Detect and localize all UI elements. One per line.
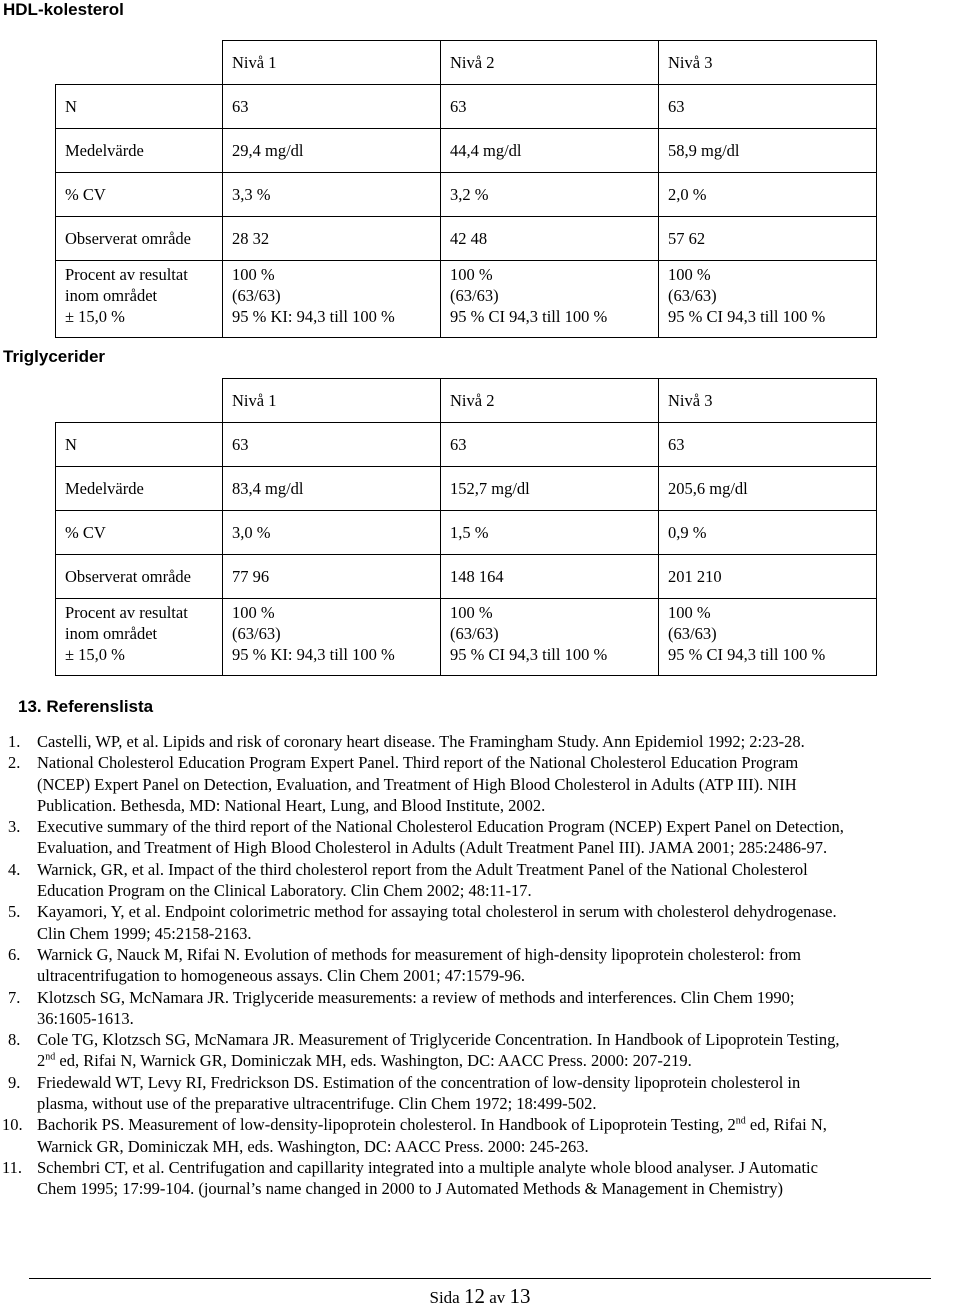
table-cell bbox=[223, 85, 441, 129]
edition-suffix: nd bbox=[735, 1115, 746, 1127]
table-cell bbox=[223, 129, 441, 173]
table-cell bbox=[441, 511, 659, 555]
reference-text: ed, Rifai N, bbox=[745, 1115, 827, 1135]
reference-item bbox=[0, 1029, 950, 1072]
reference-line: plasma, without use of the preparative ultracentrifuge. Clin Chem 1972; 18:499-502. bbox=[37, 1094, 597, 1114]
cell-value: 63 bbox=[450, 97, 467, 116]
cell-value: 3,2 % bbox=[450, 185, 489, 204]
table-cell bbox=[441, 555, 659, 599]
reference-line: 36:1605-1613. bbox=[37, 1008, 134, 1028]
cell-value: 83,4 mg/dl bbox=[232, 479, 304, 498]
table-cell bbox=[659, 173, 877, 217]
table-cell bbox=[659, 261, 877, 338]
table-cell bbox=[441, 261, 659, 338]
cell-value: (63/63) bbox=[232, 286, 281, 305]
cell-value: 2,0 % bbox=[668, 185, 707, 204]
cell-value: 100 % bbox=[668, 603, 711, 622]
cell-value: 95 % CI 94,3 till 100 % bbox=[668, 645, 826, 664]
table-row bbox=[56, 261, 877, 338]
column-header: Nivå 2 bbox=[441, 41, 659, 85]
references-heading: 13. Referenslista bbox=[18, 697, 154, 716]
footer-total-pages: 13 bbox=[509, 1284, 531, 1308]
reference-number: 10. bbox=[2, 1115, 23, 1135]
cell-value: (63/63) bbox=[232, 624, 281, 643]
table-corner-cell bbox=[56, 379, 223, 423]
cell-value: 42 48 bbox=[450, 229, 488, 248]
cell-value: 95 % KI: 94,3 till 100 % bbox=[232, 645, 395, 664]
reference-line: Chem 1995; 17:99-104. (journal’s name changed in 2000 to J Automated Methods & Management in Chemistry) bbox=[37, 1179, 784, 1199]
row-label bbox=[56, 423, 223, 467]
reference-line: Executive summary of the third report of the National Cholesterol Education Program (NCEP) Expert Panel on Detection, bbox=[37, 817, 844, 837]
table-cell bbox=[659, 423, 877, 467]
section-title-hdl: HDL-kolesterol bbox=[3, 0, 124, 19]
cell-value: (63/63) bbox=[668, 286, 717, 305]
table-row bbox=[56, 129, 877, 173]
cell-value: 0,9 % bbox=[668, 523, 707, 542]
table-cell bbox=[441, 423, 659, 467]
table-row bbox=[56, 85, 877, 129]
reference-line: Publication. Bethesda, MD: National Heart, Lung, and Blood Institute, 2002. bbox=[37, 795, 546, 815]
column-header: Nivå 3 bbox=[659, 41, 877, 85]
cell-value: 63 bbox=[450, 435, 467, 454]
reference-number: 4. bbox=[8, 859, 21, 879]
cell-value: 77 96 bbox=[232, 567, 270, 586]
cell-value: 57 62 bbox=[668, 229, 706, 248]
table-cell bbox=[223, 261, 441, 338]
table-cell bbox=[659, 555, 877, 599]
reference-item bbox=[0, 816, 950, 859]
triglyceride-results-table bbox=[55, 378, 877, 676]
cell-value: 148 164 bbox=[450, 567, 504, 586]
reference-item bbox=[0, 752, 950, 816]
cell-value: 1,5 % bbox=[450, 523, 489, 542]
table-corner-cell bbox=[56, 41, 223, 85]
reference-number: 7. bbox=[8, 987, 21, 1007]
footer-page-number: 12 bbox=[463, 1284, 485, 1308]
row-label-line: Procent av resultat bbox=[65, 265, 188, 284]
reference-text: Bachorik PS. Measurement of low-density-lipoprotein cholesterol. In Handbook of Lipoprotein Testing, 2 bbox=[37, 1115, 736, 1135]
table-cell bbox=[659, 511, 877, 555]
table-cell bbox=[223, 555, 441, 599]
reference-item bbox=[0, 859, 950, 902]
table-row bbox=[56, 173, 877, 217]
table-cell bbox=[441, 173, 659, 217]
cell-value: 100 % bbox=[232, 265, 275, 284]
reference-number: 5. bbox=[8, 902, 21, 922]
table-row bbox=[56, 555, 877, 599]
row-label-line: ± 15,0 % bbox=[65, 645, 125, 664]
cell-value: 95 % CI 94,3 till 100 % bbox=[450, 307, 608, 326]
row-label-line: % CV bbox=[65, 185, 106, 204]
reference-line: National Cholesterol Education Program Expert Panel. Third report of the National Cholesterol Education Program bbox=[37, 753, 799, 773]
edition-number: 2 bbox=[37, 1051, 46, 1071]
reference-line: Schembri CT, et al. Centrifugation and capillarity integrated into a multiple analyte whole blood analyser. J Automatic bbox=[37, 1157, 818, 1177]
cell-value: 63 bbox=[232, 97, 249, 116]
column-header: Nivå 1 bbox=[223, 41, 441, 85]
table-cell bbox=[659, 85, 877, 129]
reference-number: 6. bbox=[8, 944, 21, 964]
reference-item bbox=[0, 731, 950, 752]
cell-value: 205,6 mg/dl bbox=[668, 479, 748, 498]
cell-value: 100 % bbox=[668, 265, 711, 284]
reference-number: 3. bbox=[8, 817, 21, 837]
cell-value: 63 bbox=[232, 435, 249, 454]
reference-line: (NCEP) Expert Panel on Detection, Evaluation, and Treatment of High Blood Cholesterol in Adults (ATP III). NIH bbox=[37, 774, 797, 794]
reference-line: Evaluation, and Treatment of High Blood Cholesterol in Adults (Adult Treatment Panel III). JAMA 2001; 285:2486-97. bbox=[37, 838, 828, 858]
cell-value: 44,4 mg/dl bbox=[450, 141, 522, 160]
cell-value: 100 % bbox=[232, 603, 275, 622]
table-cell bbox=[223, 599, 441, 676]
cell-value: 201 210 bbox=[668, 567, 722, 586]
table-row bbox=[56, 467, 877, 511]
cell-value: 3,0 % bbox=[232, 523, 271, 542]
table-header-row bbox=[56, 41, 877, 85]
row-label bbox=[56, 217, 223, 261]
row-label bbox=[56, 261, 223, 338]
row-label-line: ± 15,0 % bbox=[65, 307, 125, 326]
cell-value: 95 % CI 94,3 till 100 % bbox=[450, 645, 608, 664]
row-label bbox=[56, 173, 223, 217]
table-cell bbox=[659, 467, 877, 511]
reference-line: Clin Chem 1999; 45:2158-2163. bbox=[37, 923, 252, 943]
reference-line: Warnick G, Nauck M, Rifai N. Evolution of methods for measurement of high-density lipoprotein cholesterol: from bbox=[37, 944, 801, 964]
table-cell bbox=[659, 217, 877, 261]
reference-line: Kayamori, Y, et al. Endpoint colorimetric method for assaying total cholesterol in serum with cholesterol dehydrogenase. bbox=[37, 902, 837, 922]
table-cell bbox=[441, 599, 659, 676]
cell-value: (63/63) bbox=[450, 624, 499, 643]
row-label-line: Observerat område bbox=[65, 567, 191, 586]
table-cell bbox=[441, 467, 659, 511]
row-label-line: inom området bbox=[65, 624, 158, 643]
cell-value: 58,9 mg/dl bbox=[668, 141, 740, 160]
reference-line: Education Program on the Clinical Laboratory. Clin Chem 2002; 48:11-17. bbox=[37, 881, 532, 901]
row-label-line: Medelvärde bbox=[65, 141, 144, 160]
table-row bbox=[56, 511, 877, 555]
reference-line: Warnick, GR, et al. Impact of the third cholesterol report from the Adult Treatment Panel of the National Cholesterol bbox=[37, 859, 808, 879]
reference-list bbox=[0, 731, 950, 1200]
cell-value: 95 % CI 94,3 till 100 % bbox=[668, 307, 826, 326]
row-label bbox=[56, 129, 223, 173]
section-title-triglycerides: Triglycerider bbox=[3, 347, 106, 366]
row-label-line: % CV bbox=[65, 523, 106, 542]
row-label-line: Observerat område bbox=[65, 229, 191, 248]
footer-separator: av bbox=[484, 1288, 510, 1307]
reference-number: 1. bbox=[8, 732, 21, 751]
row-label-line: N bbox=[65, 435, 77, 454]
reference-line: Warnick GR, Dominiczak MH, eds. Washington, DC: AACC Press. 2000: 245-263. bbox=[37, 1136, 589, 1156]
table-cell bbox=[441, 129, 659, 173]
table-cell bbox=[223, 423, 441, 467]
table-cell bbox=[659, 599, 877, 676]
reference-item bbox=[0, 901, 950, 944]
footer-divider bbox=[29, 1278, 931, 1279]
reference-line bbox=[37, 1050, 950, 1071]
table-cell bbox=[441, 85, 659, 129]
reference-text: ed, Rifai N, Warnick GR, Dominiczak MH, eds. Washington, DC: AACC Press. 2000: 207-219. bbox=[55, 1051, 692, 1071]
cell-value: (63/63) bbox=[668, 624, 717, 643]
hdl-results-table bbox=[55, 40, 877, 338]
edition-suffix: nd bbox=[45, 1051, 56, 1063]
row-label bbox=[56, 599, 223, 676]
cell-value: 100 % bbox=[450, 603, 493, 622]
cell-value: 152,7 mg/dl bbox=[450, 479, 530, 498]
table-cell bbox=[223, 511, 441, 555]
table-header-row bbox=[56, 379, 877, 423]
footer-prefix: Sida bbox=[429, 1288, 464, 1307]
reference-number: 8. bbox=[8, 1030, 21, 1050]
table-cell bbox=[223, 467, 441, 511]
row-label-line: inom området bbox=[65, 286, 158, 305]
reference-item bbox=[0, 1157, 950, 1200]
column-header: Nivå 2 bbox=[441, 379, 659, 423]
reference-line: ultracentrifugation to homogeneous assays. Clin Chem 2001; 47:1579-96. bbox=[37, 966, 526, 986]
reference-line: Friedewald WT, Levy RI, Fredrickson DS. Estimation of the concentration of low-density lipoprotein cholesterol in bbox=[37, 1072, 801, 1092]
column-header: Nivå 1 bbox=[223, 379, 441, 423]
row-label bbox=[56, 85, 223, 129]
table-row bbox=[56, 217, 877, 261]
row-label bbox=[56, 555, 223, 599]
cell-value: (63/63) bbox=[450, 286, 499, 305]
cell-value: 63 bbox=[668, 97, 685, 116]
table-cell bbox=[659, 129, 877, 173]
cell-value: 63 bbox=[668, 435, 685, 454]
reference-item bbox=[0, 1114, 950, 1157]
reference-line: Klotzsch SG, McNamara JR. Triglyceride measurements: a review of methods and interferences. Clin Chem 1990; bbox=[37, 987, 795, 1007]
cell-value: 29,4 mg/dl bbox=[232, 141, 304, 160]
reference-number: 11. bbox=[2, 1157, 23, 1177]
cell-value: 95 % KI: 94,3 till 100 % bbox=[232, 307, 395, 326]
reference-number: 2. bbox=[8, 753, 21, 773]
table-row bbox=[56, 599, 877, 676]
cell-value: 28 32 bbox=[232, 229, 270, 248]
reference-number: 9. bbox=[8, 1072, 21, 1092]
column-header: Nivå 3 bbox=[659, 379, 877, 423]
table-cell bbox=[223, 173, 441, 217]
page-footer bbox=[0, 1284, 960, 1309]
table-cell bbox=[441, 217, 659, 261]
reference-line bbox=[37, 1114, 950, 1135]
row-label-line: Medelvärde bbox=[65, 479, 144, 498]
table-cell bbox=[223, 217, 441, 261]
row-label-line: Procent av resultat bbox=[65, 603, 188, 622]
reference-item bbox=[0, 987, 950, 1030]
row-label-line: N bbox=[65, 97, 77, 116]
table-row bbox=[56, 423, 877, 467]
reference-line: Castelli, WP, et al. Lipids and risk of coronary heart disease. The Framingham Study. Ann Epidemiol 1992; 2:23-28. bbox=[37, 732, 805, 751]
cell-value: 3,3 % bbox=[232, 185, 271, 204]
row-label bbox=[56, 467, 223, 511]
cell-value: 100 % bbox=[450, 265, 493, 284]
row-label bbox=[56, 511, 223, 555]
reference-item bbox=[0, 1072, 950, 1115]
reference-line: Cole TG, Klotzsch SG, McNamara JR. Measurement of Triglyceride Concentration. In Handbook of Lipoprotein Testing, bbox=[37, 1030, 840, 1050]
reference-item bbox=[0, 944, 950, 987]
